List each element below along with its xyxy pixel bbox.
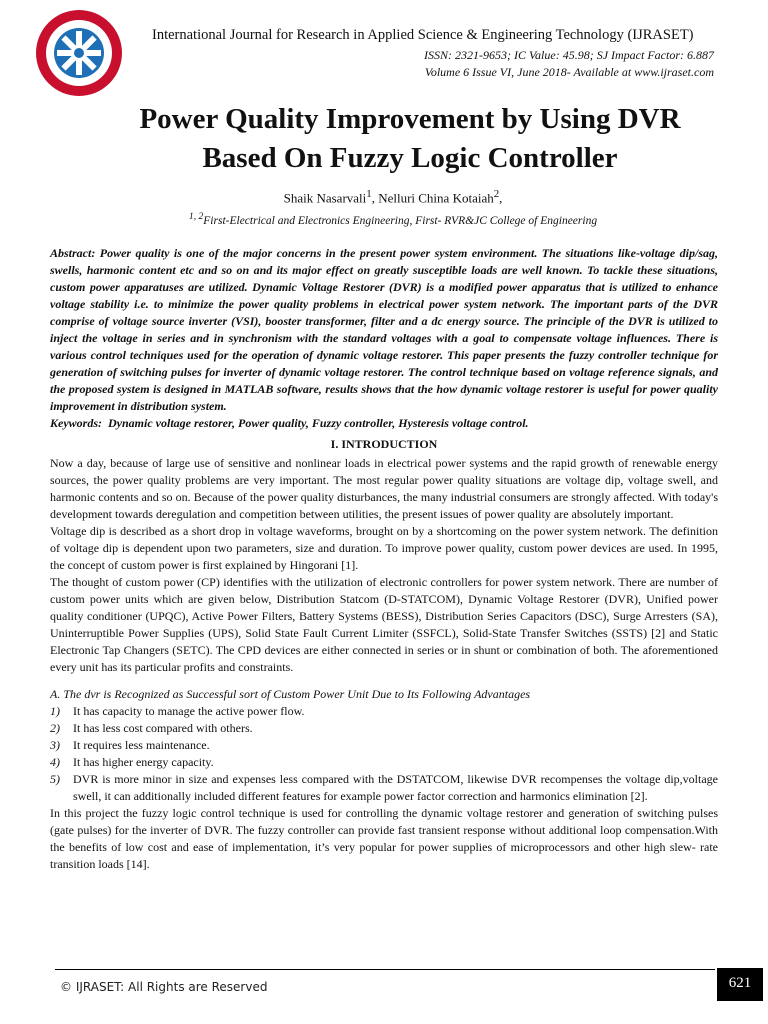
list-item — [50, 771, 718, 805]
intro-paragraph-1: Now a day, because of large use of sensitive and nonlinear loads in electrical power systems and the rapid growth of renewable energy sources, the power quality problems are very important. The most regular power quality situations are voltage dip, voltage swell, and harmonic contents and so on. Because of the power quality disturbances, the many industrial consumers are strongly affected. With today's development towards deregulation and competition between utilities, the present issues of power quality are absolutely important. — [50, 456, 718, 521]
paper-body — [50, 245, 718, 873]
list-item — [50, 720, 718, 737]
list-item-text: It has higher energy capacity. — [73, 755, 214, 769]
intro-paragraph-3: The thought of custom power (CP) identifies with the utilization of electronic controllers for power system network. There are number of custom power units which are given below, Distribution Statcom (D-STATCOM), Dynamic Voltage Restorer (DVR), Unified power quality conditioner (UPQC), Active Power Filters, Battery Systems (BESS), Distribution Series Capacitors (DSC), Surge Arresters (SA), Uninterruptible Power Supplies (UPS), Solid State Fault Current Limiter (SSFCL), Solid-State Transfer Switches (SSTS) [2] and Static Electronic Tap Changers (SETC). The CPD devices are either connected in series or in shunt or combination of both. The aforementioned every unit has its particular profits and constraints. — [50, 575, 718, 674]
journal-meta — [294, 47, 714, 81]
abstract-text: : Power quality is one of the major concerns in the present power system environment. The situations like-voltage dip/sag, swells, harmonic content etc and so on and its major effect on greatly susceptible loads are well known. To tackle these situations, custom power apparatuses are utilized. Dynamic Voltage Restorer (DVR) is a modified power apparatus that is utilized to enhance voltage stability i.e. to minimize the power quality problems in electrical power system network. The important parts of the DVR comprise of voltage source inverter (VSI), booster transformer, filter and a dc energy source. The principle of the DVR is utilized to inject the voltage in series and in synchronism with the standard voltages with a goal to compensate voltage influences. There is various control techniques used for the operation of dynamic voltage restorer. This paper presents the fuzzy controller technique for generation of switching pulses for inverter of dynamic voltage restorer. The control technique based on voltage reference signals, and the proposed system is designed in MATLAB software, results shows that the how dynamic voltage restorer is useful for power quality improvement in distribution system. — [50, 246, 718, 413]
ijraset-logo-icon — [34, 8, 124, 98]
intro-paragraph-2: Voltage dip is described as a short drop in voltage waveforms, brought on by a shortcoming on the power system network. The definition of voltage dip is dependent upon two parameters, size and duration. To improve power quality, custom power devices are used. In 1995, the concept of custom power is first explained by Hingorani [1]. — [50, 524, 718, 572]
section-heading-introduction: I. INTRODUCTION — [330, 437, 438, 451]
abstract — [50, 245, 718, 415]
affiliation-text: First-Electrical and Electronics Engineering, First- RVR&JC College of Engineering — [203, 215, 598, 228]
page-number: 621 — [717, 968, 763, 1001]
keywords-text: Dynamic voltage restorer, Power quality, Fuzzy controller, Hysteresis voltage control. — [108, 416, 529, 430]
paper-title-line-1: Power Quality Improvement by Using DVR — [139, 103, 681, 135]
list-item — [50, 737, 718, 754]
journal-volume-line: Volume 6 Issue VI, June 2018- Available at www.ijraset.com — [424, 65, 714, 79]
paper-title-line-2: Based On Fuzzy Logic Controller — [202, 142, 618, 174]
list-item-number: 2) — [50, 721, 60, 735]
authors-block — [100, 185, 686, 231]
author-2: Nelluri China Kotaiah — [378, 190, 494, 206]
list-item-number: 5) — [50, 772, 60, 786]
author-2-sup: 2 — [493, 188, 500, 200]
list-item-number: 1) — [50, 704, 60, 718]
list-item-text: It requires less maintenance. — [73, 738, 210, 752]
list-item-text: It has less cost compared with others. — [73, 721, 253, 735]
author-names — [100, 185, 686, 207]
author-1: Shaik Nasarvali — [283, 190, 367, 206]
journal-title: International Journal for Research in Applied Science & Engineering Technology (IJRASET) — [152, 27, 694, 43]
list-item-text: DVR is more minor in size and expenses less compared with the DSTATCOM, likewise DVR recompenses the voltage dip,voltage swell, it can additionally included different features for example power factor correction and harmonics elimination [2]. — [73, 772, 718, 803]
abstract-label: Abstract — [50, 246, 92, 260]
keywords — [50, 415, 718, 432]
footer-copyright: © IJRASET: All Rights are Reserved — [60, 980, 268, 994]
footer-divider — [55, 969, 715, 970]
journal-issn-line: ISSN: 2321-9653; IC Value: 45.98; SJ Impact Factor: 6.887 — [424, 48, 714, 62]
list-item — [50, 754, 718, 771]
paper-title — [90, 100, 730, 178]
affiliation-sup: 1, 2 — [188, 211, 204, 223]
advantages-list — [50, 703, 718, 805]
author-separator: , — [371, 190, 379, 206]
author-trailing: , — [499, 190, 503, 206]
subsection-heading-a: A. The dvr is Recognized as Successful sort of Custom Power Unit Due to Its Following Advantages — [50, 687, 531, 701]
list-item — [50, 703, 718, 720]
closing-paragraph: In this project the fuzzy logic control technique is used for controlling the dynamic voltage restorer and generation of switching pulses (gate pulses) for the inverter of DVR. The fuzzy controller can provide fast transient response without additional loop compensation.With the benefits of low cost and ease of implementation, it’s very popular for power supplies of microprocessors and other high slew- rate transition loads [14]. — [50, 806, 718, 871]
list-item-number: 4) — [50, 755, 60, 769]
keywords-label: Keywords: — [50, 416, 102, 430]
list-item-number: 3) — [50, 738, 60, 752]
list-item-text: It has capacity to manage the active power flow. — [73, 704, 305, 718]
author-1-sup: 1 — [366, 188, 372, 200]
affiliation — [100, 207, 686, 231]
